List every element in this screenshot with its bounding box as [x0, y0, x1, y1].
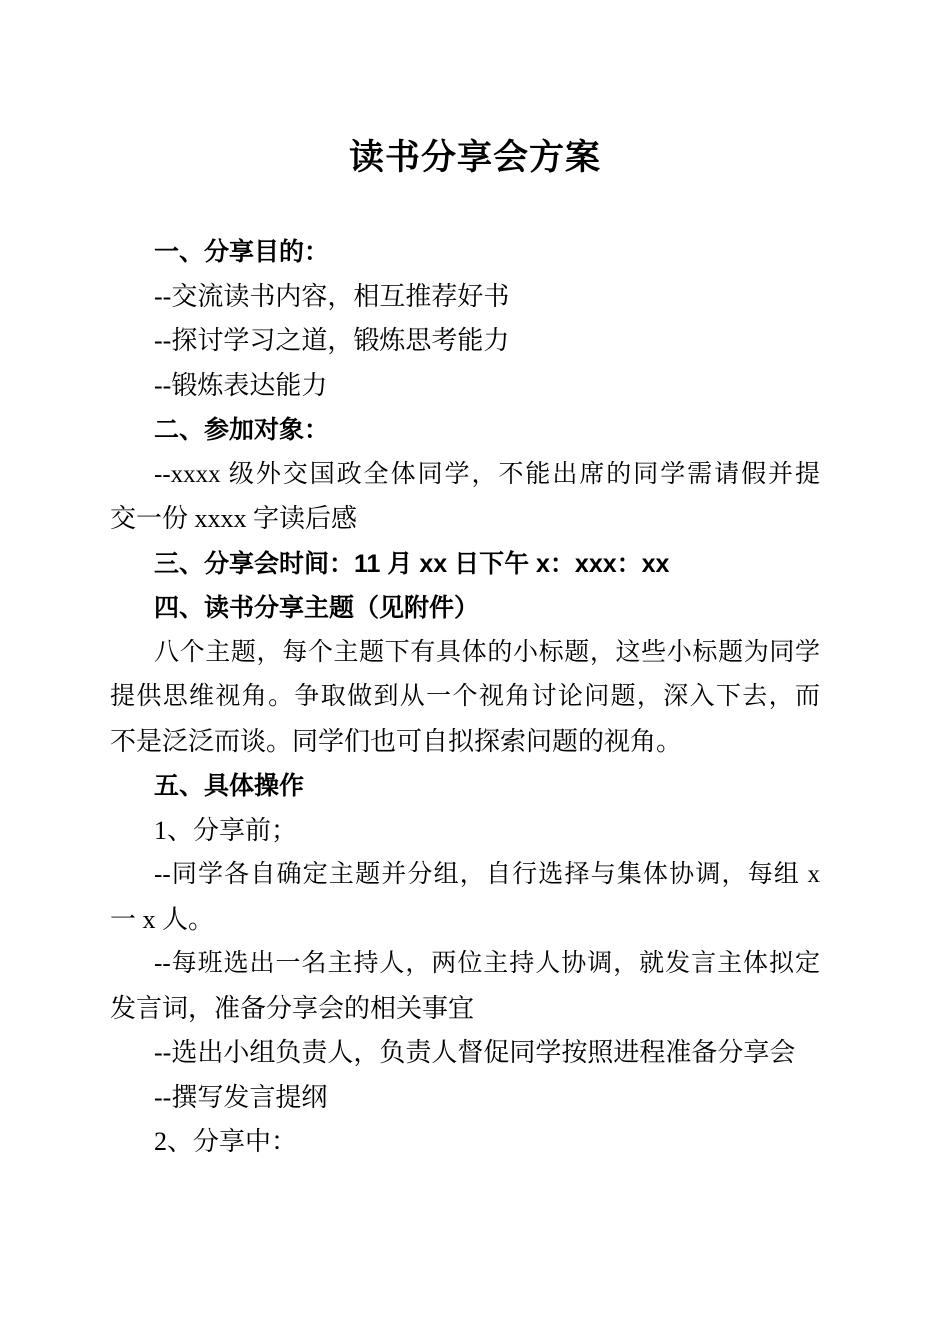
participants-item-line-1: --xxxx 级外交国政全体同学，不能出席的同学需请假并提 [154, 460, 820, 488]
before-item-2-line-1: --每班选出一名主持人，两位主持人协调，就发言主体拟定 [154, 950, 820, 977]
theme-para-line-1: 八个主题，每个主题下有具体的小标题，这些小标题为同学 [154, 638, 820, 666]
heading-share-purpose: 一、分享目的： [154, 238, 330, 266]
purpose-item-2: --探讨学习之道，锻炼思考能力 [154, 326, 510, 355]
before-item-1-line-2: 一 x 人。 [110, 904, 215, 934]
before-item-2-line-2: 发言词，准备分享会的相关事宜 [110, 993, 475, 1023]
participants-item-line-2: 交一份 xxxx 字读后感 [110, 504, 358, 533]
heading-operation: 五、具体操作 [154, 772, 305, 800]
subheading-before-sharing: 1、分享前； [154, 815, 298, 845]
subheading-during-sharing: 2、分享中： [154, 1127, 298, 1156]
before-item-4: --撰写发言提纲 [154, 1082, 328, 1112]
purpose-item-1: --交流读书内容，相互推荐好书 [154, 281, 510, 311]
heading-theme: 四、读书分享主题（见附件） [154, 594, 480, 622]
before-item-1-line-1: --同学各自确定主题并分组，自行选择与集体协调，每组 x [154, 861, 820, 888]
theme-para-line-2: 提供思维视角。争取做到从一个视角讨论问题，深入下去，而 [110, 683, 820, 710]
document-body [110, 230, 820, 1165]
purpose-item-3: --锻炼表达能力 [154, 370, 328, 400]
heading-participants: 二、参加对象： [154, 416, 330, 444]
theme-para-line-3: 不是泛泛而谈。同学们也可自拟探索问题的视角。 [110, 726, 683, 756]
document-title: 读书分享会方案 [348, 138, 601, 177]
before-item-3: --选出小组负责人，负责人督促同学按照进程准备分享会 [154, 1038, 796, 1067]
heading-time: 三、分享会时间：11 月 xx 日下午 x：xxx：xx [154, 549, 670, 578]
